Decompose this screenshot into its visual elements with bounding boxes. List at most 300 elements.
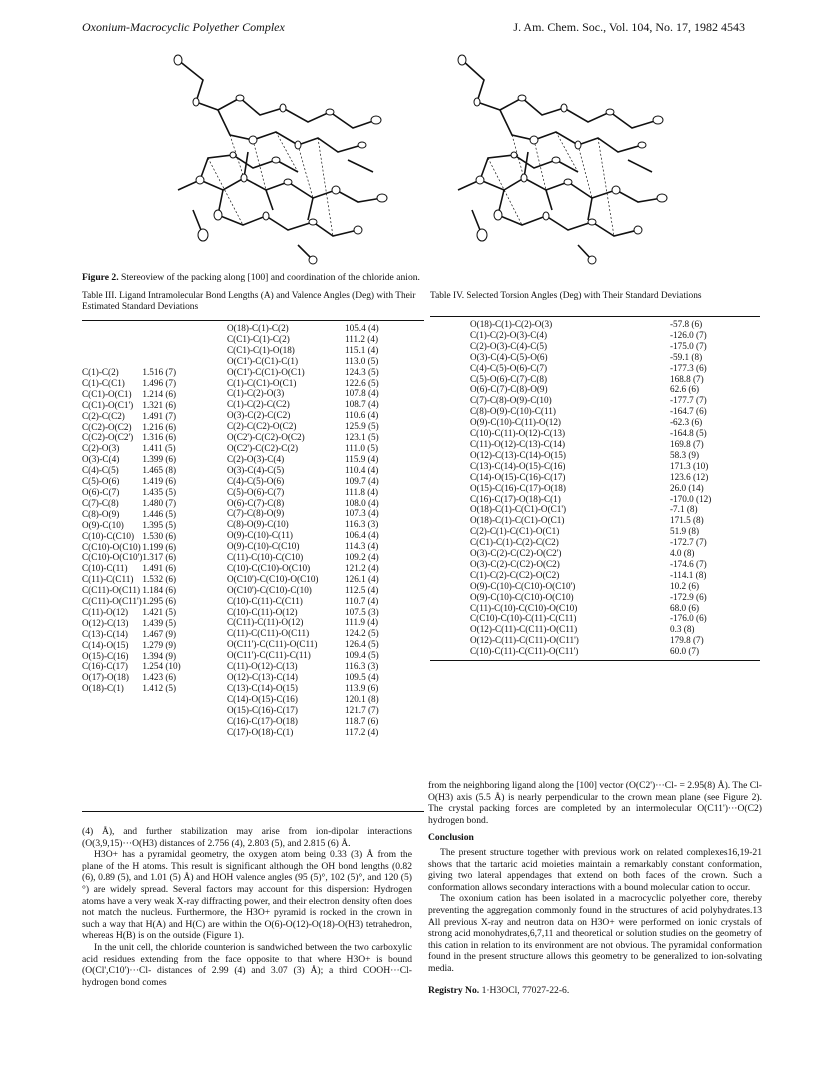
torsion-value: -164.7 (6) — [670, 406, 707, 417]
angle-value: 107.5 (3) — [345, 606, 379, 617]
angle-value: 109.5 (4) — [345, 672, 379, 682]
conclusion-heading: Conclusion — [428, 832, 474, 844]
table-row — [82, 509, 198, 520]
table3-angles-table — [227, 323, 405, 737]
torsion-value: 10.2 (6) — [670, 580, 700, 591]
left-column-text — [82, 826, 412, 988]
torsion-value: 171.3 (10) — [670, 460, 709, 471]
table-row — [227, 399, 405, 410]
torsion-label: C(7)-C(8)-O(9)-C(10) — [470, 395, 552, 406]
table-row — [470, 341, 730, 352]
bond-label: C(11)-C(C11) — [82, 574, 134, 585]
figure-caption-text: Stereoview of the packing along [100] and coordination of the chloride anion. — [121, 272, 420, 283]
angle-value: 110.4 (4) — [345, 464, 379, 475]
bond-value: 1.394 (9) — [142, 650, 177, 661]
torsion-value: -164.8 (5) — [670, 428, 707, 439]
table-row — [227, 519, 405, 530]
table-row — [227, 585, 405, 596]
table-row — [470, 526, 730, 537]
table-row — [227, 607, 405, 618]
torsion-value: -57.8 (6) — [670, 319, 703, 329]
table4-bottom-rule — [430, 660, 760, 661]
angle-value: 124.3 (5) — [345, 366, 379, 377]
torsion-value: 171.5 (8) — [670, 515, 704, 526]
right-column-text — [428, 780, 762, 996]
angle-value: 109.2 (4) — [345, 552, 379, 563]
table-row — [470, 384, 730, 395]
torsion-value: 60.0 (7) — [670, 646, 700, 657]
table-row — [227, 476, 405, 487]
bond-label: C(8)-O(9) — [82, 508, 120, 519]
torsion-value: -176.0 (6) — [670, 613, 707, 624]
table3-bonds-table — [82, 367, 198, 694]
angle-label: C(1)-C(2)-C(C2) — [227, 399, 290, 410]
table-row — [227, 716, 405, 727]
torsion-value: 179.8 (7) — [670, 635, 704, 646]
angle-value: 121.2 (4) — [345, 562, 379, 573]
bond-value: 1.295 (6) — [142, 596, 177, 607]
torsion-label: O(12)-C(11)-C(C11)-O(C11') — [470, 635, 579, 646]
angle-value: 114.3 (4) — [345, 541, 379, 552]
bond-label: C(C2)-O(C2) — [82, 421, 132, 432]
bond-value: 1.321 (6) — [142, 399, 177, 410]
table3-label: Table III. — [82, 291, 117, 301]
torsion-label: O(18)-C(1)-C(C1)-O(C1) — [470, 515, 565, 526]
bond-value: 1.279 (9) — [142, 639, 177, 650]
bond-label: C(C1)-O(C1) — [82, 388, 132, 399]
angle-label: C(2)-C(C2)-O(C2) — [227, 421, 297, 432]
torsion-label: C(14)-O(15)-C(16)-C(17) — [470, 471, 566, 482]
angle-label: O(9)-C(10)-C(C10) — [227, 541, 300, 552]
bond-label: O(18)-C(1) — [82, 683, 124, 694]
bond-label: C(4)-C(5) — [82, 465, 119, 476]
torsion-label: C(11)-O(12)-C(13)-C(14) — [470, 438, 566, 449]
angle-value: 117.2 (4) — [345, 726, 379, 737]
table-row — [227, 421, 405, 432]
registry-value: 1·H3OCl, 77027-22-6. — [481, 984, 570, 996]
bond-label: O(9)-C(10) — [82, 519, 124, 530]
angle-value: 107.3 (4) — [345, 508, 379, 519]
torsion-value: -175.0 (7) — [670, 340, 707, 351]
table-row — [227, 432, 405, 443]
torsion-value: 62.6 (6) — [670, 384, 700, 395]
angle-value: 116.3 (3) — [345, 519, 379, 530]
table-row — [227, 465, 405, 476]
bond-label: C(C11)-O(C11') — [82, 596, 142, 607]
torsion-label: C(2)-O(3)-C(4)-C(5) — [470, 340, 548, 351]
table-row — [470, 363, 730, 374]
bond-label: C(C10)-O(C10') — [82, 552, 143, 563]
bond-value: 1.184 (6) — [142, 585, 177, 596]
angle-label: O(12)-C(13)-C(14) — [227, 672, 298, 682]
bond-value: 1.216 (6) — [142, 421, 177, 432]
table4-caption — [430, 291, 760, 302]
angle-value: 120.1 (8) — [345, 693, 379, 704]
table-row — [227, 650, 405, 661]
table-row — [470, 406, 730, 417]
table-row — [227, 356, 405, 367]
table-row — [470, 635, 730, 646]
table4-torsion-table — [470, 319, 730, 657]
table-row — [227, 705, 405, 716]
bond-label: C(1)-C(C1) — [82, 377, 125, 388]
table-row — [470, 613, 730, 624]
angle-label: O(C11')-C(C11)-C(11) — [227, 650, 311, 661]
table-row — [227, 530, 405, 541]
angle-value: 105.4 (4) — [345, 323, 379, 333]
bond-value: 1.467 (9) — [142, 628, 177, 639]
bond-value: 1.465 (8) — [142, 465, 177, 476]
torsion-value: 169.8 (7) — [670, 438, 704, 449]
angle-value: 112.5 (4) — [345, 584, 379, 595]
torsion-label: C(C1)-C(1)-C(2)-C(C2) — [470, 537, 559, 548]
angle-label: O(C2')-C(C2)-O(C2) — [227, 432, 305, 443]
angle-label: O(C2')-C(C2)-C(2) — [227, 442, 299, 453]
table-row — [470, 417, 730, 428]
right-continuation-paragraph: from the neighboring ligand along the [100] vector (O(C2')···Cl- = 2.95(8) Å). The Cl-O(H3) axis (5.5 Å) is nearly perpendicular to the crown mean plane (see Figure 2). The crystal packing forces are completed by an intermolecular O(C11')···O(C2) hydrogen bond. — [428, 780, 762, 826]
table-row — [227, 596, 405, 607]
torsion-value: 4.0 (8) — [670, 548, 695, 559]
table-row — [470, 439, 730, 450]
torsion-value: -170.0 (12) — [670, 493, 712, 504]
bond-value: 1.395 (5) — [142, 519, 177, 530]
left-paragraph: H3O+ has a pyramidal geometry, the oxygen atom being 0.33 (3) Å from the plane of the H atoms. This result is significant although the OH bond lengths (0.82 (6), 0.89 (5), and 1.01 (5) Å) and HOH valence angles (95 (5)°, 102 (5)°, and 120 (5)°) are widely spread. Several factors may account for this dispersion: Hydrogen atoms have a very weak X-ray diffracting power, and their electron density often does not match the nucleus. Furthermore, the H3O+ pyramid is rocked in the crown in such a way that H(A) and H(C) are within the O(6)-O(12)-O(18)-O(H3) tetrahedron, whereas H(B) is on the outside (Figure 1). — [82, 849, 412, 942]
torsion-label: C(4)-C(5)-O(6)-C(7) — [470, 362, 548, 373]
angle-value: 108.0 (4) — [345, 497, 379, 508]
table-row — [227, 574, 405, 585]
angle-label: O(18)-C(1)-C(2) — [227, 323, 289, 333]
angle-label: O(C11')-C(C11)-O(C11) — [227, 639, 318, 650]
angle-label: O(C1')-C(C1)-C(1) — [227, 355, 299, 366]
bond-label: O(3)-C(4) — [82, 454, 120, 465]
table-row — [470, 428, 730, 439]
table-row — [470, 646, 730, 657]
angle-label: C(5)-O(6)-C(7) — [227, 486, 285, 497]
stereoview-left-image — [148, 40, 408, 265]
angle-label: O(C1')-C(C1)-O(C1) — [227, 366, 305, 377]
torsion-value: -172.9 (6) — [670, 591, 707, 602]
torsion-value: -114.1 (8) — [670, 569, 707, 580]
angle-value: 111.9 (4) — [345, 617, 378, 628]
bond-label: C(14)-O(15) — [82, 639, 129, 650]
torsion-label: O(9)-C(10)-C(11)-O(12) — [470, 417, 561, 428]
registry-line — [428, 985, 762, 997]
table-row — [470, 483, 730, 494]
table-row — [82, 432, 198, 443]
table3-caption-text: Ligand Intramolecular Bond Lengths (A) and Valence Angles (Deg) with Their Estimated Standard Deviations — [82, 291, 416, 312]
table-row — [82, 683, 198, 694]
torsion-value: -7.1 (8) — [670, 504, 698, 515]
conclusion-paragraph-1: The present structure together with previous work on related complexes16,19-21 shows that the tartaric acid moieties maintain a remarkably constant conformation, giving two lateral appendages that extend on both faces of the crown. Such a conformation allows secondary interactions with a bound molecular cation to occur. — [428, 846, 762, 893]
bond-label: O(15)-C(16) — [82, 650, 129, 661]
conclusion-paragraph-2: The oxonium cation has been isolated in a macrocyclic polyether core, thereby preventing the aggregation commonly found in the structures of acid polyhydrates.13 All previous X-ray and neutron data on H3O+ were performed on ionic crystals of strong acid monohydrates,6,7,11 and theoretical or solution studies on the geometry of this cation in relation to its environment are not obvious. The pyramidal conformation found in the present structure allows this geometry to be generalized to ion-solvating media. — [428, 893, 762, 974]
angle-value: 106.4 (4) — [345, 530, 379, 541]
table3-top-rule — [82, 320, 424, 321]
bond-value: 1.532 (6) — [142, 574, 177, 585]
angle-value: 122.6 (5) — [345, 377, 379, 388]
angle-value: 126.1 (4) — [345, 573, 379, 584]
journal-citation: J. Am. Chem. Soc., Vol. 104, No. 17, 1982 4543 — [513, 20, 745, 34]
bond-value: 1.491 (6) — [142, 563, 177, 574]
table-row — [82, 367, 198, 378]
torsion-label: C(2)-C(1)-C(C1)-O(C1) — [470, 526, 560, 537]
torsion-label: C(5)-O(6)-C(7)-C(8) — [470, 373, 548, 384]
table-row — [82, 498, 198, 509]
left-paragraph: In the unit cell, the chloride counterion is sandwiched between the two carboxylic acid residues extending from the face opposite to that where H3O+ is bound (O(Cl',C10')···Cl- distances of 2.99 (4) and 3.07 (3) Å); a third COOH···Cl- hydrogen bond comes — [82, 941, 412, 988]
angle-value: 121.7 (7) — [345, 704, 379, 715]
table-row — [82, 618, 198, 629]
bond-value: 1.254 (10) — [142, 661, 181, 672]
table-row — [82, 389, 198, 400]
table-row — [227, 617, 405, 628]
torsion-label: C(8)-O(9)-C(10)-C(11) — [470, 406, 556, 417]
bond-label: C(11)-O(12) — [82, 606, 129, 617]
table-row — [227, 323, 405, 334]
bond-label: C(7)-C(8) — [82, 497, 119, 508]
table-row — [227, 454, 405, 465]
table-row — [82, 596, 198, 607]
table-row — [227, 661, 405, 672]
figure-caption — [82, 272, 420, 283]
table-row — [470, 395, 730, 406]
table-row — [227, 541, 405, 552]
angle-value: 118.7 (6) — [345, 715, 379, 726]
angle-label: C(4)-C(5)-O(6) — [227, 475, 285, 486]
bond-label: C(13)-C(14) — [82, 628, 128, 639]
table-row — [227, 334, 405, 345]
table-row — [82, 411, 198, 422]
torsion-value: -59.1 (8) — [670, 351, 703, 362]
table-row — [470, 592, 730, 603]
table-row — [227, 508, 405, 519]
torsion-value: -126.0 (7) — [670, 329, 707, 340]
torsion-label: O(18)-C(1)-C(C1)-O(C1') — [470, 504, 567, 515]
table-row — [82, 520, 198, 531]
angle-value: 113.0 (5) — [345, 355, 379, 366]
table-row — [82, 476, 198, 487]
table3-caption — [82, 291, 422, 313]
angle-value: 126.4 (5) — [345, 639, 379, 650]
bond-label: C(2)-C(C2) — [82, 410, 125, 421]
angle-label: C(11)-C(10)-C(C10) — [227, 552, 304, 563]
angle-label: O(C10')-C(C10)-O(C10) — [227, 573, 319, 584]
angle-value: 110.7 (4) — [345, 595, 379, 606]
table-row — [470, 494, 730, 505]
table-row — [470, 515, 730, 526]
angle-value: 111.2 (4) — [345, 333, 378, 344]
table-row — [82, 574, 198, 585]
torsion-label: O(9)-C(10)-C(C10)-O(C10') — [470, 580, 576, 591]
torsion-value: -174.6 (7) — [670, 558, 707, 569]
torsion-label: C(11)-C(10)-C(C10)-O(C10) — [470, 602, 578, 613]
bond-value: 1.412 (5) — [142, 683, 177, 694]
torsion-label: O(3)-C(2)-C(C2)-O(C2) — [470, 558, 560, 569]
table-row — [227, 672, 405, 683]
angle-label: C(7)-C(8)-O(9) — [227, 508, 285, 519]
table-row — [82, 454, 198, 465]
angle-value: 123.1 (5) — [345, 432, 379, 443]
angle-label: C(8)-O(9)-C(10) — [227, 519, 289, 530]
bond-value: 1.491 (7) — [142, 410, 177, 421]
torsion-label: O(3)-C(2)-C(C2)-O(C2') — [470, 548, 562, 559]
angle-label: C(13)-C(14)-O(15) — [227, 682, 298, 693]
bond-label: O(6)-C(7) — [82, 486, 120, 497]
torsion-value: 51.9 (8) — [670, 526, 700, 537]
torsion-value: 68.0 (6) — [670, 602, 700, 613]
angle-value: 109.4 (5) — [345, 650, 379, 661]
angle-value: 108.7 (4) — [345, 399, 379, 410]
angle-label: C(2)-O(3)-C(4) — [227, 453, 285, 464]
table-row — [227, 487, 405, 498]
table-row — [227, 345, 405, 356]
angle-label: C(11)-O(12)-C(13) — [227, 661, 298, 672]
torsion-label: C(16)-C(17)-O(18)-C(1) — [470, 493, 561, 504]
running-title: Oxonium-Macrocyclic Polyether Complex — [82, 20, 285, 34]
angle-label: C(C1)-C(1)-C(2) — [227, 333, 290, 344]
bond-value: 1.439 (5) — [142, 617, 177, 628]
bond-value: 1.516 (7) — [142, 367, 177, 377]
torsion-label: O(12)-C(11)-C(C11)-O(C11) — [470, 624, 578, 635]
table-row — [82, 531, 198, 542]
angle-label: O(9)-C(10)-C(11) — [227, 530, 293, 541]
table-row — [82, 661, 198, 672]
torsion-label: C(1)-C(2)-C(C2)-O(C2) — [470, 569, 560, 580]
torsion-value: -177.7 (7) — [670, 395, 707, 406]
bond-value: 1.496 (7) — [142, 377, 177, 388]
table-row — [470, 461, 730, 472]
table-row — [82, 422, 198, 433]
table4-caption-text: Selected Torsion Angles (Deg) with Their Standard Deviations — [466, 291, 702, 301]
table-row — [227, 694, 405, 705]
table4-label: Table IV. — [430, 291, 465, 301]
bond-label: C(2)-O(3) — [82, 443, 120, 454]
bond-label: C(10)-C(11) — [82, 563, 128, 574]
table-row — [227, 683, 405, 694]
angle-label: C(1)-C(C1)-O(C1) — [227, 377, 297, 388]
table-row — [227, 639, 405, 650]
torsion-label: O(9)-C(10)-C(C10)-O(C10) — [470, 591, 574, 602]
table-row — [82, 552, 198, 563]
table-row — [82, 465, 198, 476]
angle-label: C(10)-C(11)-O(12) — [227, 606, 298, 617]
table-row — [227, 378, 405, 389]
torsion-value: -172.7 (7) — [670, 537, 707, 548]
table4-top-rule — [430, 316, 760, 317]
bond-value: 1.419 (6) — [142, 476, 177, 487]
bond-value: 1.435 (5) — [142, 486, 177, 497]
angle-value: 115.1 (4) — [345, 344, 379, 355]
torsion-label: O(15)-C(16)-C(17)-O(18) — [470, 482, 566, 493]
angle-label: C(16)-C(17)-O(18) — [227, 715, 298, 726]
bond-label: C(5)-O(6) — [82, 476, 120, 487]
bond-label: O(12)-C(13) — [82, 617, 129, 628]
bond-value: 1.421 (5) — [142, 606, 177, 617]
angle-label: C(C1)-C(1)-O(18) — [227, 344, 295, 355]
bond-value: 1.411 (5) — [142, 443, 176, 454]
torsion-value: 58.3 (9) — [670, 449, 700, 460]
bond-value: 1.446 (5) — [142, 508, 177, 519]
table-row — [82, 542, 198, 553]
angle-value: 109.7 (4) — [345, 475, 379, 486]
table-row — [82, 563, 198, 574]
angle-label: C(17)-O(18)-C(1) — [227, 726, 294, 737]
torsion-label: C(10)-C(11)-C(C11)-O(C11') — [470, 646, 579, 657]
angle-value: 113.9 (6) — [345, 682, 379, 693]
table-row — [227, 388, 405, 399]
torsion-value: 123.6 (12) — [670, 471, 709, 482]
stereoview-right-image — [422, 40, 682, 265]
bond-label: C(16)-C(17) — [82, 661, 128, 672]
table-row — [227, 410, 405, 421]
registry-label: Registry No. — [428, 984, 480, 996]
angle-value: 111.8 (4) — [345, 486, 378, 497]
angle-label: O(3)-C(4)-C(5) — [227, 464, 285, 475]
left-paragraph: (4) Å), and further stabilization may arise from ion-dipolar interactions (O(3,9,15)···O(H3) distances of 2.756 (4), 2.803 (5), and 2.815 (6) Å. — [82, 826, 412, 849]
table-row — [227, 563, 405, 574]
table-row — [82, 400, 198, 411]
figure-label: Figure 2. — [82, 272, 119, 283]
torsion-label: O(12)-C(13)-C(14)-O(15) — [470, 449, 566, 460]
table-row — [470, 570, 730, 581]
angle-value: 110.6 (4) — [345, 410, 379, 421]
torsion-value: -177.3 (6) — [670, 362, 707, 373]
table-row — [82, 378, 198, 389]
bond-value: 1.199 (6) — [142, 541, 177, 552]
bond-label: C(C1)-O(C1') — [82, 399, 134, 410]
bond-value: 1.317 (6) — [142, 552, 177, 563]
bond-label: C(C10)-O(C10) — [82, 541, 141, 552]
table-row — [227, 727, 405, 738]
angle-label: C(10)-C(C10)-O(C10) — [227, 562, 311, 573]
bond-label: C(1)-C(2) — [82, 367, 119, 377]
torsion-label: O(3)-C(4)-C(5)-O(6) — [470, 351, 548, 362]
angle-label: O(3)-C(2)-C(C2) — [227, 410, 291, 421]
table-row — [470, 450, 730, 461]
table-row — [82, 629, 198, 640]
table-row — [82, 672, 198, 683]
table-row — [470, 548, 730, 559]
table-row — [470, 603, 730, 614]
angle-value: 115.9 (4) — [345, 453, 379, 464]
torsion-label: C(10)-C(11)-O(12)-C(13) — [470, 428, 566, 439]
table-row — [470, 374, 730, 385]
table-row — [82, 487, 198, 498]
angle-value: 107.8 (4) — [345, 388, 379, 399]
torsion-value: 0.3 (8) — [670, 624, 695, 635]
table-row — [470, 330, 730, 341]
table-row — [470, 537, 730, 548]
angle-label: C(11)-C(C11)-O(C11) — [227, 628, 310, 639]
bond-value: 1.399 (6) — [142, 454, 177, 465]
bond-label: C(C11)-O(C11) — [82, 585, 141, 596]
bond-value: 1.316 (6) — [142, 432, 177, 443]
torsion-value: -62.3 (6) — [670, 417, 703, 428]
bond-label: C(10)-C(C10) — [82, 530, 135, 541]
torsion-label: C(13)-C(14)-O(15)-C(16) — [470, 460, 566, 471]
table-row — [82, 443, 198, 454]
table-row — [227, 552, 405, 563]
table-row — [470, 624, 730, 635]
bond-label: O(17)-O(18) — [82, 672, 129, 683]
bond-value: 1.480 (7) — [142, 497, 177, 508]
table-row — [82, 585, 198, 596]
table-row — [227, 443, 405, 454]
angle-value: 116.3 (3) — [345, 661, 379, 672]
table-row — [470, 581, 730, 592]
angle-label: C(10)-C(11)-C(C11) — [227, 595, 303, 606]
angle-label: O(6)-C(7)-C(8) — [227, 497, 285, 508]
table-row — [227, 367, 405, 378]
